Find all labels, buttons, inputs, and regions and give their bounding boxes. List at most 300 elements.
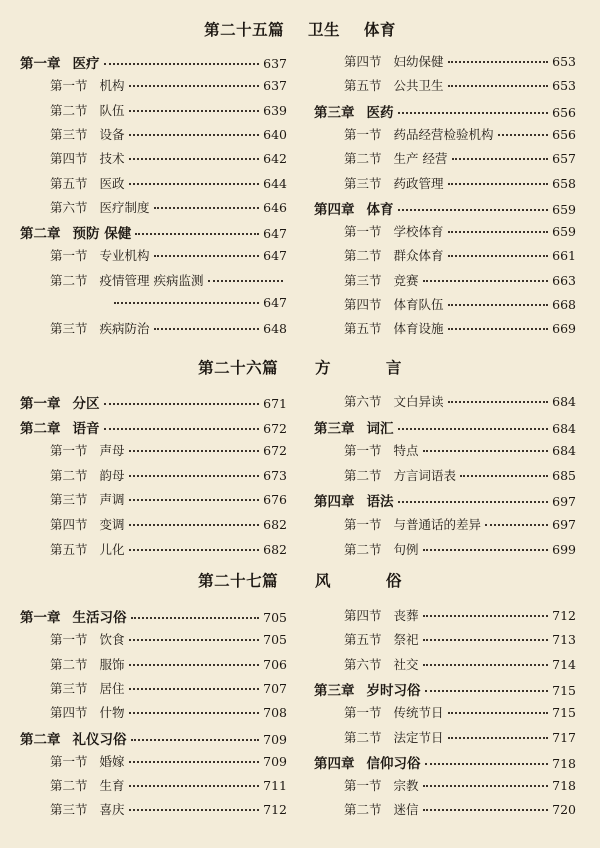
entry-number: 第一章: [20, 56, 61, 72]
entry-number: 第一节: [344, 126, 382, 142]
entry-number: 第五节: [50, 541, 88, 557]
entry-heading: [50, 630, 125, 648]
entry-number: 第三节: [50, 492, 88, 508]
entry-number: 第一章: [20, 610, 61, 626]
dot-leader: [423, 449, 549, 452]
entry-title: 社交: [393, 656, 419, 672]
page-number: 718: [552, 778, 576, 794]
entry-heading: [344, 466, 456, 484]
page-number: 707: [263, 680, 287, 696]
entry-heading: [314, 679, 421, 699]
entry-number: 第二节: [344, 248, 382, 264]
page-number: 713: [552, 632, 576, 648]
entry-number: 第一节: [50, 78, 88, 94]
entry-number: 第二节: [344, 541, 382, 557]
entry-title: 迷信: [393, 802, 419, 818]
entry-number: 第一节: [50, 248, 88, 264]
part-number: 第二十七篇: [198, 571, 279, 590]
page-number: 682: [263, 541, 287, 557]
entry-heading: [344, 703, 444, 721]
entry-title: 专业机构: [99, 248, 150, 264]
entry-title: 设备: [99, 126, 125, 142]
dot-leader: [129, 548, 260, 551]
entry-title: 婚嫁: [99, 753, 125, 769]
entry-number: 第二节: [50, 272, 88, 288]
toc-section-entry: [344, 800, 576, 818]
entry-title: 词汇: [366, 420, 394, 437]
entry-number: 第二节: [344, 151, 382, 167]
dot-leader: [448, 711, 549, 714]
entry-heading: [50, 441, 125, 459]
page-number: 653: [552, 78, 576, 94]
entry-number: 第四节: [344, 54, 382, 69]
entry-title: 语音: [72, 420, 100, 437]
toc-chapter-entry: [20, 606, 287, 626]
toc-chapter-entry: [314, 490, 576, 510]
page-number: 711: [263, 778, 287, 794]
dot-leader: [425, 762, 549, 765]
dot-leader: [154, 327, 260, 330]
dot-leader: [104, 62, 260, 65]
page-number: 712: [263, 802, 287, 818]
entry-number: 第四节: [50, 517, 88, 532]
entry-heading: [344, 606, 419, 624]
dot-leader: [423, 663, 549, 666]
dot-leader: [129, 474, 260, 477]
page-number: 709: [263, 731, 287, 747]
dot-leader: [448, 230, 549, 233]
entry-heading: [344, 271, 419, 289]
page-number: 684: [552, 420, 576, 436]
entry-heading: [50, 655, 125, 673]
entry-heading: [50, 679, 125, 697]
dot-leader: [129, 84, 260, 87]
entry-heading: [344, 540, 419, 558]
toc-section-entry: [50, 198, 287, 216]
entry-heading: [344, 800, 419, 818]
toc-section-entry: [344, 319, 576, 337]
entry-heading: [344, 776, 419, 794]
entry-heading: [20, 606, 127, 626]
entry-heading: [50, 540, 125, 558]
toc-chapter-entry: [20, 392, 287, 412]
entry-number: 第一节: [344, 705, 382, 721]
dot-leader: [129, 498, 260, 501]
entry-number: 第三章: [314, 682, 355, 699]
toc-section-entry: [50, 630, 287, 648]
entry-number: 第一章: [20, 396, 61, 412]
entry-heading: [344, 441, 419, 459]
page-number: 715: [552, 682, 576, 698]
entry-number: 第二章: [20, 226, 61, 243]
toc-chapter-entry: [314, 198, 576, 218]
page-number: 656: [552, 104, 576, 120]
entry-title: 与普通话的差异: [393, 517, 482, 532]
dot-leader: [398, 111, 549, 114]
page-number: 684: [552, 443, 576, 459]
toc-section-entry: [50, 490, 287, 508]
page-number: 644: [263, 175, 287, 191]
entry-heading: [50, 752, 125, 770]
entry-heading: [344, 174, 444, 192]
page-number: 682: [263, 517, 287, 532]
page-number: 706: [263, 656, 287, 672]
entry-title: 机构: [99, 78, 125, 94]
dot-leader: [423, 279, 549, 282]
entry-number: 第三章: [314, 104, 355, 121]
page-number: 697: [552, 494, 576, 510]
entry-title: 技术: [99, 151, 125, 167]
toc-chapter-entry: [314, 752, 576, 772]
toc-section-entry: [344, 76, 576, 94]
toc-section-entry: [50, 776, 287, 794]
entry-number: 第五节: [344, 632, 382, 648]
page-number: 647: [263, 295, 287, 310]
page-number: 653: [552, 54, 576, 69]
entry-number: 第六节: [344, 656, 382, 672]
toc-section-entry: [344, 222, 576, 240]
entry-title: 医政: [99, 175, 125, 191]
entry-title: 队伍: [99, 102, 125, 118]
entry-number: 第二章: [20, 731, 61, 748]
entry-number: 第一节: [344, 517, 382, 532]
entry-number: 第四章: [314, 755, 355, 772]
dot-leader: [423, 784, 549, 787]
entry-title: 体育设施: [393, 321, 444, 337]
entry-heading: [314, 417, 394, 437]
dot-leader: [452, 157, 549, 160]
entry-number: 第四节: [50, 705, 88, 721]
toc-section-entry: [344, 295, 576, 313]
entry-heading: [50, 149, 125, 167]
entry-number: 第一节: [344, 224, 382, 240]
entry-number: 第一节: [50, 443, 88, 459]
page-number: 699: [552, 541, 576, 557]
toc-section-entry: [344, 174, 576, 192]
page-number: 673: [263, 467, 287, 483]
dot-leader: [129, 523, 260, 526]
dot-leader: [131, 616, 260, 619]
entry-number: 第二节: [50, 656, 88, 672]
page-number: 646: [263, 199, 287, 215]
entry-title: 药品经营检验机构: [393, 126, 494, 142]
page-number: 637: [263, 78, 287, 94]
entry-title: 医疗: [72, 56, 100, 72]
entry-number: 第四章: [314, 494, 355, 511]
entry-heading: [344, 392, 444, 410]
entry-number: 第六节: [50, 199, 88, 215]
entry-number: 第四节: [344, 608, 382, 623]
entry-heading: [344, 319, 444, 337]
entry-title: 体育: [366, 201, 394, 218]
dot-leader: [104, 402, 260, 405]
toc-section-entry: [344, 655, 576, 673]
toc-section-entry: [344, 149, 576, 167]
entry-number: 第一节: [50, 632, 88, 648]
dot-leader: [104, 427, 260, 430]
entry-title: 公共卫生: [393, 78, 444, 94]
toc-chapter-entry: [20, 222, 287, 242]
entry-title: 儿化: [99, 541, 125, 557]
entry-title: 药政管理: [393, 175, 444, 191]
entry-number: 第三节: [50, 321, 88, 337]
dot-leader: [423, 548, 549, 551]
dot-leader: [448, 60, 549, 63]
entry-heading: [50, 466, 125, 484]
entry-number: 第二节: [50, 467, 88, 483]
dot-leader: [129, 711, 260, 714]
entry-title: 服饰: [99, 656, 125, 672]
part-subtitle: 风: [314, 571, 331, 590]
entry-heading: [314, 490, 394, 510]
part-title: [0, 569, 600, 591]
toc-section-entry: [50, 655, 287, 673]
entry-title: 医药: [366, 104, 394, 121]
toc-section-entry: [50, 703, 287, 721]
entry-heading: [314, 198, 394, 218]
toc-section-entry: [344, 630, 576, 648]
page-number: 648: [263, 321, 287, 337]
entry-title: 生产 经营: [393, 151, 448, 167]
page-number: 658: [552, 175, 576, 191]
page-number: 685: [552, 467, 576, 483]
page-number: 684: [552, 394, 576, 409]
page-number: 697: [552, 517, 576, 532]
entry-heading: [50, 271, 204, 289]
dot-leader: [129, 182, 260, 185]
entry-title: 疾病防治: [99, 321, 150, 337]
entry-title: 什物: [99, 705, 125, 721]
entry-heading: [344, 52, 444, 70]
part-number: 第二十五篇: [204, 20, 285, 39]
entry-title: 医疗制度: [99, 199, 150, 215]
entry-heading: [20, 417, 100, 437]
page-number: 659: [552, 224, 576, 240]
toc-section-entry: [50, 679, 287, 697]
toc-section-entry: [50, 319, 287, 337]
toc-section-entry: [50, 515, 287, 533]
entry-title: 预防 保健: [72, 226, 132, 243]
entry-heading: [50, 319, 150, 337]
dot-leader: [448, 736, 549, 739]
entry-heading: [20, 52, 100, 72]
dot-leader: [398, 500, 549, 503]
toc-section-entry: [50, 101, 287, 119]
toc-section-entry: [50, 540, 287, 558]
entry-heading: [50, 198, 150, 216]
dot-leader: [114, 301, 259, 304]
page-number: 709: [263, 753, 287, 769]
toc-section-entry: [50, 271, 287, 289]
entry-heading: [50, 800, 125, 818]
entry-heading: [344, 728, 444, 746]
page-number: 668: [552, 297, 576, 312]
dot-leader: [448, 84, 549, 87]
page-number: 640: [263, 126, 287, 142]
dot-leader: [485, 523, 548, 526]
toc-section-entry: [344, 776, 576, 794]
part-number: 第二十六篇: [198, 358, 279, 377]
entry-title: 体育队伍: [393, 297, 444, 312]
entry-number: 第一节: [344, 778, 382, 794]
part-title: [0, 356, 600, 378]
entry-heading: [344, 295, 444, 313]
page-number: 708: [263, 705, 287, 721]
dot-leader: [208, 279, 284, 282]
entry-title: 句例: [393, 541, 419, 557]
entry-number: 第三章: [314, 420, 355, 437]
page-number: 705: [263, 632, 287, 648]
entry-title: 祭祀: [393, 632, 419, 648]
entry-title: 岁时习俗: [366, 682, 421, 699]
toc-chapter-entry: [314, 101, 576, 121]
entry-heading: [344, 125, 494, 143]
dot-leader: [129, 687, 260, 690]
toc-section-entry: [344, 606, 576, 624]
dot-leader: [129, 157, 260, 160]
entry-number: 第二节: [50, 102, 88, 118]
entry-number: 第五节: [344, 321, 382, 337]
entry-title: 群众体育: [393, 248, 444, 264]
toc-section-entry: [50, 800, 287, 818]
toc-section-entry: [50, 149, 287, 167]
entry-title: 生活习俗: [72, 610, 127, 626]
toc-chapter-entry: [314, 417, 576, 437]
dot-leader: [135, 232, 259, 235]
entry-title: 信仰习俗: [366, 755, 421, 772]
dot-leader: [448, 182, 549, 185]
entry-title: 疫情管理 疾病监测: [99, 272, 204, 288]
page-number: 671: [263, 396, 287, 411]
page-number: 647: [263, 226, 287, 242]
toc-section-entry: [344, 271, 576, 289]
dot-leader: [129, 638, 260, 641]
dot-leader: [498, 133, 549, 136]
entry-number: 第五节: [50, 175, 88, 191]
dot-leader: [129, 133, 260, 136]
toc-section-entry: [50, 246, 287, 264]
entry-heading: [50, 515, 125, 533]
entry-heading: [344, 655, 419, 673]
entry-heading: [344, 222, 444, 240]
toc-section-entry: [50, 125, 287, 143]
entry-number: 第四章: [314, 201, 355, 218]
page-number: 661: [552, 248, 576, 264]
dot-leader: [398, 427, 549, 430]
entry-title: 传统节日: [393, 705, 444, 721]
dot-leader: [129, 760, 260, 763]
toc-section-entry: [344, 515, 576, 533]
entry-title: 变调: [99, 517, 125, 532]
toc-section-entry: [50, 76, 287, 94]
dot-leader: [131, 738, 260, 741]
part-subtitle: 方: [314, 358, 331, 377]
entry-number: 第三节: [50, 680, 88, 696]
dot-leader: [129, 784, 260, 787]
entry-title: 生育: [99, 778, 125, 794]
entry-title: 韵母: [99, 467, 125, 483]
entry-title: 丧葬: [393, 608, 419, 623]
page-number: 659: [552, 201, 576, 217]
entry-heading: [50, 125, 125, 143]
toc-section-entry: [50, 466, 287, 484]
dot-leader: [154, 206, 260, 209]
toc-section-entry: [344, 52, 576, 70]
entry-heading: [50, 174, 125, 192]
entry-heading: [20, 728, 127, 748]
dot-leader: [129, 663, 260, 666]
page-number: 647: [263, 248, 287, 264]
dot-leader: [129, 109, 260, 112]
toc-chapter-entry: [20, 52, 287, 72]
page-number: 676: [263, 492, 287, 508]
part-subtitle: 卫生: [307, 20, 340, 39]
entry-number: 第四节: [344, 297, 382, 312]
dot-leader: [448, 303, 549, 306]
entry-heading: [20, 222, 131, 242]
toc-section-entry: [110, 295, 287, 310]
entry-heading: [20, 392, 100, 412]
entry-number: 第二节: [344, 729, 382, 745]
entry-title: 分区: [72, 396, 100, 412]
entry-heading: [344, 630, 419, 648]
part-title: [0, 18, 600, 40]
entry-title: 宗教: [393, 778, 419, 794]
dot-leader: [448, 400, 549, 403]
entry-heading: [50, 776, 125, 794]
dot-leader: [448, 254, 549, 257]
dot-leader: [423, 638, 549, 641]
entry-title: 特点: [393, 443, 419, 459]
toc-section-entry: [344, 125, 576, 143]
entry-heading: [50, 76, 125, 94]
dot-leader: [423, 808, 549, 811]
page-number: 718: [552, 755, 576, 771]
entry-number: 第二章: [20, 420, 61, 437]
entry-title: 居住: [99, 680, 125, 696]
part-subtitle: 体育: [363, 20, 396, 39]
dot-leader: [425, 689, 549, 692]
entry-title: 学校体育: [393, 224, 444, 240]
toc-section-entry: [344, 728, 576, 746]
page-number: 715: [552, 705, 576, 721]
page-number: 669: [552, 321, 576, 337]
page-number: 642: [263, 151, 287, 167]
entry-number: 第三节: [344, 175, 382, 191]
entry-number: 第三节: [50, 802, 88, 818]
dot-leader: [448, 327, 549, 330]
page-number: 639: [263, 102, 287, 118]
page-number: 720: [552, 802, 576, 818]
entry-heading: [50, 490, 125, 508]
entry-title: 礼仪习俗: [72, 731, 127, 748]
page-number: 637: [263, 56, 287, 71]
entry-number: 第三节: [50, 126, 88, 142]
dot-leader: [154, 254, 260, 257]
entry-title: 文白异读: [393, 394, 444, 409]
page-number: 717: [552, 729, 576, 745]
page-number: 672: [263, 420, 287, 436]
entry-title: 妇幼保健: [393, 54, 444, 69]
entry-number: 第一节: [50, 753, 88, 769]
page-number: 656: [552, 126, 576, 142]
toc-chapter-entry: [20, 417, 287, 437]
entry-heading: [50, 101, 125, 119]
dot-leader: [129, 808, 260, 811]
entry-title: 喜庆: [99, 802, 125, 818]
entry-heading: [344, 515, 481, 533]
entry-heading: [344, 76, 444, 94]
